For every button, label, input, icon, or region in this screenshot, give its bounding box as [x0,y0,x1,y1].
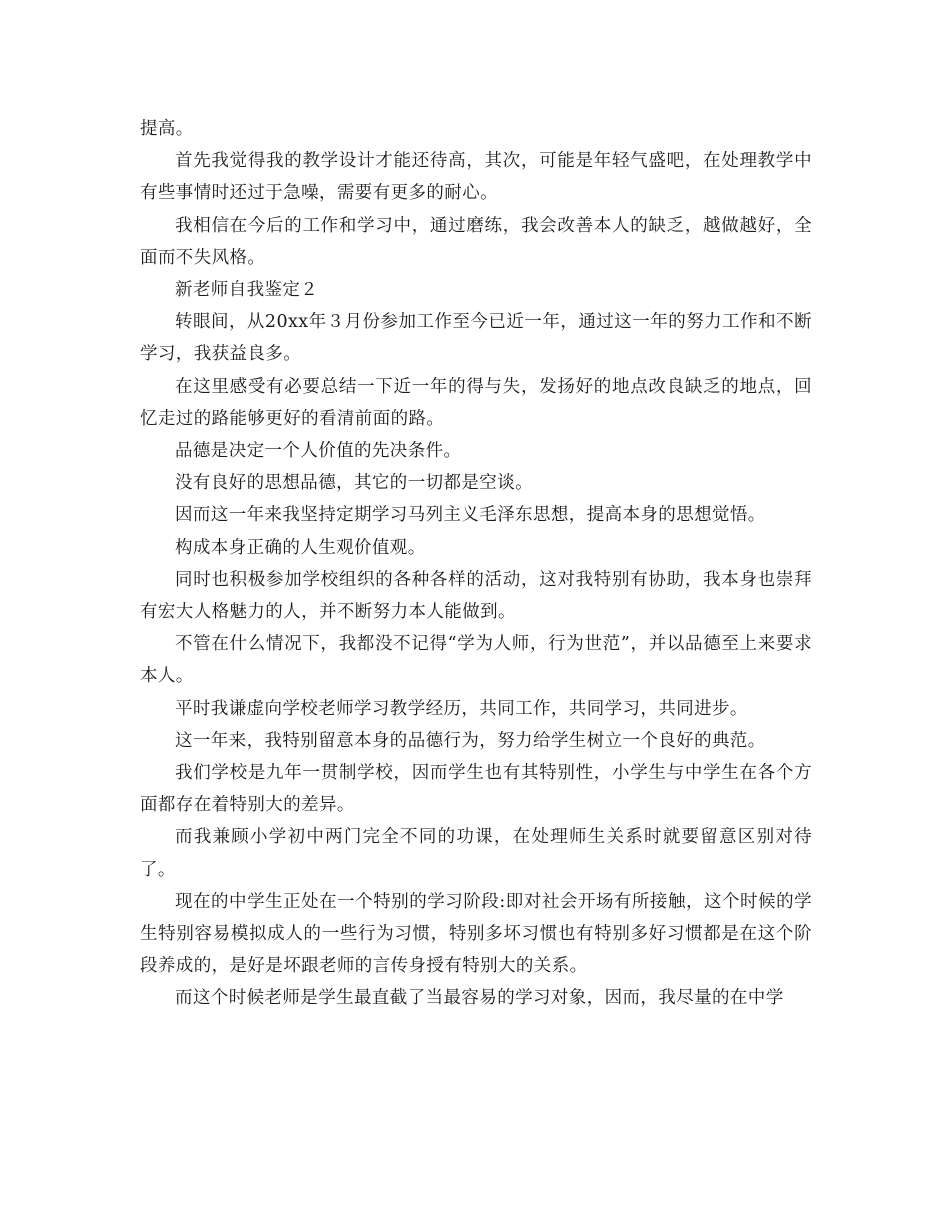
paragraph: 我相信在今后的工作和学习中，通过磨练，我会改善本人的缺乏，越做越好，全面而不失风格。 [140,215,812,268]
paragraph: 而这个时候老师是学生最直截了当最容易的学习对象，因而，我尽量的在中学 [175,988,784,1009]
paragraph: 我们学校是九年一贯制学校，因而学生也有其特别性，小学生与中学生在各个方面都存在着特别大的差异。 [140,763,812,816]
paragraph: 这一年来，我特别留意本身的品德行为，努力给学生树立一个良好的典范。 [175,730,766,751]
paragraph: 在这里感受有必要总结一下近一年的得与失，发扬好的地点改良缺乏的地点，回忆走过的路能够更好的看清前面的路。 [140,376,812,429]
paragraph: 提高。 [140,119,194,139]
paragraph: 品德是决定一个人价值的先决条件。 [175,441,462,462]
paragraph: 不管在什么情况下，我都没不记得“学为人师，行为世范”，并以品德至上来要求本人。 [140,634,812,687]
paragraph: 平时我谦虚向学校老师学习教学经历，共同工作，共同学习，共同进步。 [175,698,748,719]
paragraph: 因而这一年来我坚持定期学习马列主义毛泽东思想，提高本身的思想觉悟。 [175,505,766,526]
paragraph: 而我兼顾小学初中两门完全不同的功课，在处理师生关系时就要留意区别对待了。 [140,827,812,880]
paragraph: 现在的中学生正处在一个特别的学习阶段:即对社会开场有所接触，这个时候的学生特别容易模拟成人的一些行为习惯，特别多坏习惯也有特别多好习惯都是在这个阶段养成的，是好是坏跟老师的言传身授有特别大的关系。 [140,891,812,977]
section-heading: 新老师自我鉴定２ [175,280,319,301]
paragraph: 首先我觉得我的教学设计才能还待高，其次，可能是年轻气盛吧，在处理教学中有些事情时还过于急噪，需要有更多的耐心。 [140,151,812,204]
paragraph: 转眼间，从20xx年３月份参加工作至今已近一年，通过这一年的努力工作和不断学习，我获益良多。 [140,312,812,365]
document-body [140,113,812,1015]
paragraph: 同时也积极参加学校组织的各种各样的活动，这对我特别有协助，我本身也崇拜有宏大人格魅力的人，并不断努力本人能做到。 [140,569,812,623]
paragraph: 没有良好的思想品德，其它的一切都是空谈。 [175,473,533,494]
paragraph: 构成本身正确的人生观价值观。 [175,537,426,558]
